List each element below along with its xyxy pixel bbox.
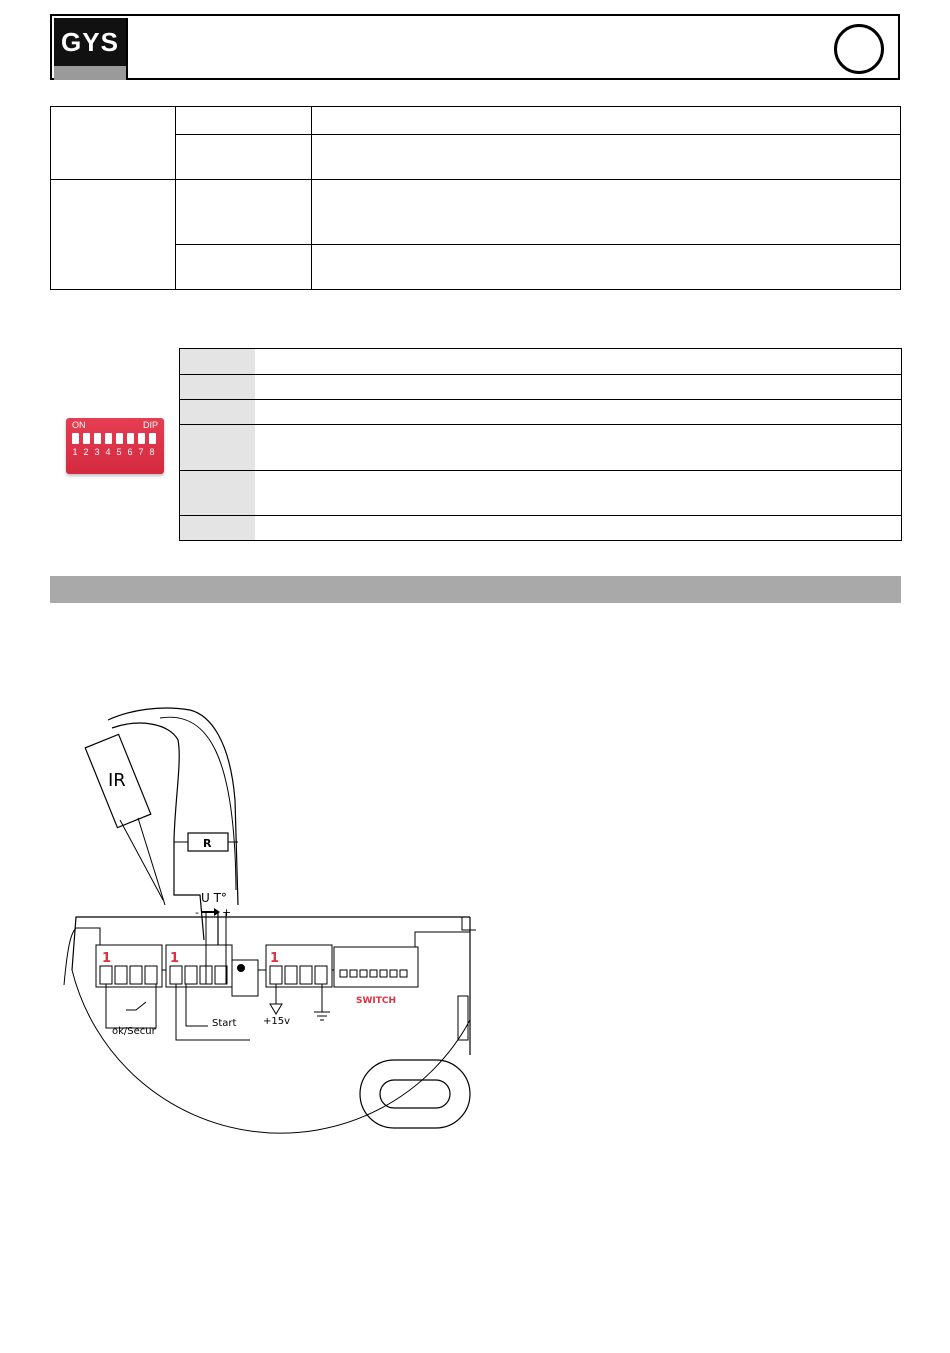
ok-secur-label: ok/Secur [112, 1026, 156, 1037]
dip-number: 6 [127, 447, 133, 457]
settings-table [50, 106, 901, 290]
ok-secur-switch-symbol [126, 1002, 146, 1010]
ir-wire [120, 820, 163, 900]
wiring-diagram [60, 700, 480, 1195]
dip-toggle [72, 433, 79, 444]
start-label: Start [212, 1018, 237, 1029]
start-wire [186, 984, 208, 1026]
dip-toggle [127, 433, 134, 444]
dip-toggle [138, 433, 145, 444]
table-row-divider [180, 399, 901, 400]
board-notch [462, 917, 476, 930]
connector-pin1-label: 1 [170, 951, 180, 966]
ir-sensor [85, 734, 165, 905]
ut-label: U T° [201, 891, 227, 905]
connector-block [266, 945, 332, 987]
dip-toggle [116, 433, 123, 444]
page-header [50, 14, 900, 80]
zoom-circle-outline [72, 970, 470, 1133]
dip-toggle [105, 433, 112, 444]
table-label-column [180, 349, 255, 540]
dip-number: 1 [72, 447, 78, 457]
mounting-hole-inner [380, 1080, 450, 1108]
table-row-divider [176, 244, 900, 245]
ground-symbol-icon [314, 984, 330, 1020]
mounting-hole [360, 1060, 470, 1128]
dip-number: 3 [94, 447, 100, 457]
jumper-component [232, 960, 258, 996]
dip-on-label: ON [72, 420, 86, 430]
dip-number: 5 [116, 447, 122, 457]
dip-toggle [149, 433, 156, 444]
dip-number: 2 [83, 447, 89, 457]
minus-label: - [195, 906, 199, 919]
table-row-divider [180, 374, 901, 375]
dip-switch-image [66, 418, 164, 474]
v15-label: +15v [263, 1016, 291, 1027]
gys-logo [54, 18, 126, 80]
dip-number: 8 [149, 447, 155, 457]
connector-block [166, 945, 232, 987]
dip-settings-table [179, 348, 902, 541]
connector-pin1-label: 1 [102, 951, 112, 966]
logo-stripe [54, 66, 126, 80]
sensor-cable [160, 717, 236, 890]
table-row-divider [180, 470, 901, 471]
table-row-divider [180, 424, 901, 425]
table-row-divider [176, 134, 900, 135]
dip-toggle [83, 433, 90, 444]
table-row-divider [180, 515, 901, 516]
logo-text: GYS [54, 18, 126, 66]
plus-label: + [222, 906, 232, 919]
logo-divider [126, 18, 128, 80]
polarity-arrow-head [214, 908, 220, 916]
section-heading-bar [50, 576, 901, 603]
board-slot [458, 996, 468, 1040]
language-circle-icon [834, 24, 884, 74]
ir-label: IR [108, 770, 126, 791]
dip-toggle [94, 433, 101, 444]
resistor-label: R [203, 837, 212, 850]
switch-label: SWITCH [356, 996, 397, 1006]
connector-block [96, 945, 162, 987]
jumper-dot [237, 964, 245, 972]
dip-dip-label: DIP [142, 420, 158, 430]
dip-number: 7 [138, 447, 144, 457]
ok-secur-wire [106, 984, 156, 1028]
dip-number: 4 [105, 447, 111, 457]
connector-pin1-label: 1 [270, 951, 280, 966]
board-switch [334, 947, 418, 1006]
table-row-divider [51, 179, 900, 180]
v15-symbol [270, 1004, 282, 1014]
